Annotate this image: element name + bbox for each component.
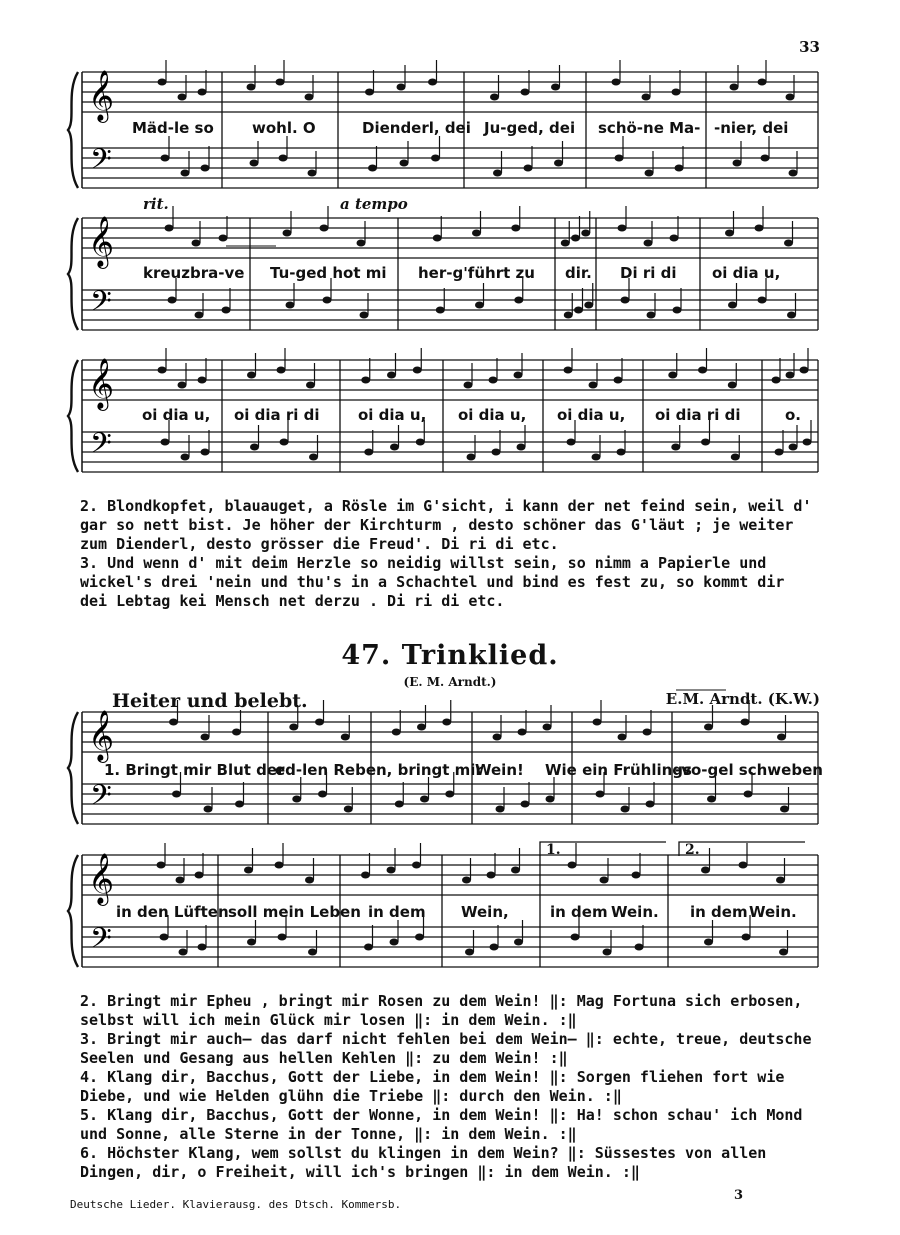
treble-note (593, 719, 602, 726)
treble-note (169, 719, 178, 726)
treble-note (698, 367, 707, 374)
treble-note (387, 867, 396, 874)
treble-note (178, 382, 187, 389)
bass-note (671, 444, 680, 451)
treble-note (277, 367, 286, 374)
lyric: Mäd-le so (132, 119, 214, 137)
treble-note (275, 862, 284, 869)
treble-note (521, 89, 530, 96)
lyric: wohl. O (252, 119, 316, 137)
composer: E.M. Arndt. (K.W.) (665, 690, 820, 708)
treble-clef: 𝄞 (88, 216, 115, 267)
song-title: 47. Trinklied. (341, 640, 559, 671)
bass-note (646, 801, 655, 808)
bass-clef: 𝄢 (90, 922, 112, 962)
treble-note (786, 372, 795, 379)
treble-clef: 𝄞 (88, 70, 115, 121)
treble-note (643, 729, 652, 736)
bass-note (571, 934, 580, 941)
verse: 6. Höchster Klang, wem sollst du klingen in dem Wein? ‖: Süssestes von allen Dingen, dir, o Freiheit, will ich's bringen ‖: in dem Wein. :‖ (80, 1144, 767, 1181)
treble-note (232, 729, 241, 736)
bass-note (645, 170, 654, 177)
treble-note (412, 862, 421, 869)
treble-note (198, 377, 207, 384)
treble-note (618, 734, 627, 741)
bass-note (742, 934, 751, 941)
bass-note (675, 165, 684, 172)
treble-note (568, 862, 577, 869)
treble-note (668, 372, 677, 379)
treble-note (433, 235, 442, 242)
treble-note (392, 729, 401, 736)
bass-note (603, 949, 612, 956)
treble-note (247, 372, 256, 379)
lyric: o. (785, 406, 802, 424)
bass-note (701, 439, 710, 446)
bass-note (758, 297, 767, 304)
treble-note (487, 872, 496, 879)
bass-note (467, 454, 476, 461)
lyric: Wein, (461, 903, 509, 921)
footer-page-number: 3 (734, 1188, 744, 1203)
bass-note (181, 454, 190, 461)
treble-note (672, 89, 681, 96)
bass-note (250, 444, 259, 451)
treble-note (357, 240, 366, 247)
bass-note (492, 449, 501, 456)
bass-note (222, 307, 231, 314)
bass-note (168, 297, 177, 304)
song-author: (E. M. Arndt.) (403, 675, 497, 689)
treble-note (618, 225, 627, 232)
lyric: 1. Bringt mir Blut der (104, 761, 285, 779)
lyric: in dem (690, 903, 748, 921)
bass-note (490, 944, 499, 951)
treble-note (642, 94, 651, 101)
treble-note (195, 872, 204, 879)
bass-note (635, 944, 644, 951)
verse: 2. Bringt mir Epheu , bringt mir Rosen zu dem Wein! ‖: Mag Fortuna sich erbosen, selbst will ich mein Glück mir losen ‖: in dem Wein. :‖ (80, 992, 803, 1029)
lyric: her-g'führt zu (418, 264, 535, 282)
bass-note (179, 949, 188, 956)
verses-bottom (80, 992, 820, 1182)
lyric: Di ri di (620, 264, 677, 282)
bass-note (279, 155, 288, 162)
lyric: Wein. (611, 903, 659, 921)
lyric: oi dia ri di (234, 406, 320, 424)
treble-note (739, 862, 748, 869)
bass-note (621, 806, 630, 813)
ending-2: 2. (685, 842, 700, 858)
bass-note (292, 796, 301, 803)
bass-note (390, 939, 399, 946)
bass-note (574, 307, 583, 314)
treble-note (800, 367, 809, 374)
brace (68, 855, 78, 967)
lyric: in dem (550, 903, 608, 921)
treble-note (772, 377, 781, 384)
treble-note (283, 230, 292, 237)
bass-note (546, 796, 555, 803)
lyric: Tu-ged hot mi (270, 264, 387, 282)
treble-note (244, 867, 253, 874)
bass-note (803, 439, 812, 446)
bass-note (280, 439, 289, 446)
bass-note (308, 949, 317, 956)
bass-note (247, 939, 256, 946)
treble-note (518, 729, 527, 736)
bass-note (204, 806, 213, 813)
treble-note (176, 877, 185, 884)
treble-note (543, 724, 552, 731)
verse: 4. Klang dir, Bacchus, Gott der Liebe, in dem Wein! ‖: Sorgen fliehen fort wie Diebe, und wie Helden glühn die Triebe ‖: durch den Wein. :‖ (80, 1068, 785, 1105)
verse: 5. Klang dir, Bacchus, Gott der Wonne, in dem Wein! ‖: Ha! schon schau' ich Mond und Sonne, alle Sterne in der Tonne, ‖: in dem Wein. :‖ (80, 1106, 803, 1143)
bass-note (789, 170, 798, 177)
bass-note (621, 297, 630, 304)
bass-note (195, 312, 204, 319)
bass-note (789, 444, 798, 451)
bass-note (617, 449, 626, 456)
treble-note (387, 372, 396, 379)
bass-note (416, 439, 425, 446)
lyric: kreuzbra-ve (143, 264, 245, 282)
lyric: oi dia u, (557, 406, 626, 424)
lyric: -nier, dei (714, 119, 789, 137)
bass-note (744, 791, 753, 798)
lyric: oi dia u, (712, 264, 781, 282)
treble-note (701, 867, 710, 874)
ending-1: 1. (546, 842, 561, 858)
bass-note (704, 939, 713, 946)
bass-note (673, 307, 682, 314)
bass-note (514, 297, 523, 304)
bass-note (181, 170, 190, 177)
treble-note (397, 84, 406, 91)
direction-a-tempo: a tempo (340, 195, 408, 213)
bass-note (592, 454, 601, 461)
bass-note (161, 439, 170, 446)
lyric: Wein. (749, 903, 797, 921)
verse: 2. Blondkopfet, blauauget, a Rösle im G'sicht, i kann der net feind sein, weil d' gar so nett bist. Je höher der Kirchturm , desto schöner das G'läut ; je weiter zum Dienderl, desto grösser die Freud'. Di ri di etc. (80, 497, 812, 553)
treble-note (219, 235, 228, 242)
treble-note (755, 225, 764, 232)
treble-note (741, 719, 750, 726)
treble-note (305, 94, 314, 101)
treble-note (600, 877, 609, 884)
bass-note (364, 944, 373, 951)
bass-note (309, 454, 318, 461)
treble-note (564, 367, 573, 374)
treble-note (589, 382, 598, 389)
bass-note (235, 801, 244, 808)
lyric: ed-len Reben, bringt mir (275, 761, 483, 779)
treble-note (315, 719, 324, 726)
treble-note (786, 94, 795, 101)
bass-note (465, 949, 474, 956)
treble-note (365, 89, 374, 96)
treble-note (730, 84, 739, 91)
bass-clef: 𝄢 (90, 285, 112, 325)
bass-note (318, 791, 327, 798)
treble-note (561, 240, 570, 247)
lyric: oi dia u, (358, 406, 427, 424)
treble-note (289, 724, 298, 731)
bass-note (524, 165, 533, 172)
treble-note (462, 877, 471, 884)
treble-clef: 𝄞 (88, 853, 115, 904)
treble-note (417, 724, 426, 731)
treble-note (581, 230, 590, 237)
bass-note (415, 934, 424, 941)
treble-note (165, 225, 174, 232)
treble-note (192, 240, 201, 247)
lyric: dir. (565, 264, 592, 282)
treble-note (464, 382, 473, 389)
bass-note (496, 806, 505, 813)
bass-note (395, 801, 404, 808)
treble-note (777, 734, 786, 741)
lyric: oi dia ri di (655, 406, 741, 424)
treble-note (758, 79, 767, 86)
treble-note (472, 230, 481, 237)
treble-clef: 𝄞 (88, 710, 115, 761)
bass-note (400, 160, 409, 167)
treble-note (320, 225, 329, 232)
bass-note (761, 155, 770, 162)
treble-note (361, 872, 370, 879)
verses-top (80, 497, 820, 611)
bass-clef: 𝄢 (90, 143, 112, 183)
bass-note (278, 934, 287, 941)
tempo-marking: Heiter und belebt. (112, 690, 308, 712)
treble-note (442, 719, 451, 726)
treble-note (728, 382, 737, 389)
treble-note (198, 89, 207, 96)
bass-note (731, 454, 740, 461)
bass-clef: 𝄢 (90, 427, 112, 467)
verse: 3. Bringt mir auch— das darf nicht fehlen bei dem Wein— ‖: echte, treue, deutsche Seelen und Gesang aus hellen Kehlen ‖: zu dem Wein! :‖ (80, 1030, 812, 1067)
lyric: Wein! (475, 761, 524, 779)
treble-note (551, 84, 560, 91)
lyric: soll mein Leben (228, 903, 361, 921)
treble-note (511, 867, 520, 874)
bass-note (364, 449, 373, 456)
treble-clef: 𝄞 (88, 358, 115, 409)
treble-note (247, 84, 256, 91)
treble-note (489, 377, 498, 384)
treble-note (413, 367, 422, 374)
bass-note (584, 302, 593, 309)
treble-note (276, 79, 285, 86)
brace (68, 72, 78, 188)
bass-note (493, 170, 502, 177)
treble-note (158, 79, 167, 86)
treble-note (490, 94, 499, 101)
lyric: in den Lüften (116, 903, 229, 921)
bass-note (554, 160, 563, 167)
treble-note (725, 230, 734, 237)
bass-note (344, 806, 353, 813)
lyric: -vo-gel schweben (675, 761, 823, 779)
bass-note (201, 165, 210, 172)
treble-note (493, 734, 502, 741)
bass-note (161, 155, 170, 162)
bass-note (567, 439, 576, 446)
lyric: Dienderl, dei (362, 119, 471, 137)
treble-note (514, 372, 523, 379)
bass-note (198, 944, 207, 951)
treble-note (704, 724, 713, 731)
bass-note (521, 801, 530, 808)
treble-note (428, 79, 437, 86)
treble-note (644, 240, 653, 247)
bass-note (286, 302, 295, 309)
bass-note (172, 791, 181, 798)
treble-note (201, 734, 210, 741)
brace (68, 360, 78, 472)
lyric: in dem (368, 903, 426, 921)
brace (68, 712, 78, 824)
treble-note (306, 382, 315, 389)
bass-note (445, 791, 454, 798)
bass-note (707, 796, 716, 803)
bass-note (436, 307, 445, 314)
treble-note (178, 94, 187, 101)
treble-note (632, 872, 641, 879)
lyric: oi dia u, (458, 406, 527, 424)
bass-note (728, 302, 737, 309)
treble-note (612, 79, 621, 86)
brace (68, 218, 78, 330)
bass-clef: 𝄢 (90, 779, 112, 819)
bass-note (160, 934, 169, 941)
lyric: schö-ne Ma- (598, 119, 701, 137)
lyric: Wie ein Frühlings (545, 761, 692, 779)
bass-note (360, 312, 369, 319)
bass-note (596, 791, 605, 798)
treble-note (571, 235, 580, 242)
treble-note (361, 377, 370, 384)
bass-note (420, 796, 429, 803)
treble-note (776, 877, 785, 884)
direction-rit: rit. (143, 195, 169, 213)
treble-note (784, 240, 793, 247)
treble-note (341, 734, 350, 741)
page-number: 33 (799, 38, 820, 56)
bass-note (201, 449, 210, 456)
lyric: Ju-ged, dei (484, 119, 576, 137)
treble-note (158, 367, 167, 374)
bass-note (517, 444, 526, 451)
bass-note (308, 170, 317, 177)
bass-note (615, 155, 624, 162)
footer-publisher: Deutsche Lieder. Klavierausg. des Dtsch. Kommersb. (70, 1198, 402, 1211)
bass-note (323, 297, 332, 304)
bass-note (564, 312, 573, 319)
treble-note (614, 377, 623, 384)
bass-note (390, 444, 399, 451)
bass-note (514, 939, 523, 946)
verse: 3. Und wenn d' mit deim Herzle so neidig willst sein, so nimm a Papierle und wickel's drei 'nein und thu's in a Schachtel und bind es fest zu, so kommt dir dei Lebtag kei Mensch net derzu . Di ri di etc. (80, 554, 785, 610)
treble-note (305, 877, 314, 884)
bass-note (475, 302, 484, 309)
bass-note (780, 806, 789, 813)
bass-note (431, 155, 440, 162)
treble-note (157, 862, 166, 869)
bass-note (787, 312, 796, 319)
treble-note (511, 225, 520, 232)
bass-note (250, 160, 259, 167)
lyric: oi dia u, (142, 406, 211, 424)
bass-note (779, 949, 788, 956)
bass-note (733, 160, 742, 167)
bass-note (647, 312, 656, 319)
bass-note (775, 449, 784, 456)
bass-note (368, 165, 377, 172)
treble-note (670, 235, 679, 242)
